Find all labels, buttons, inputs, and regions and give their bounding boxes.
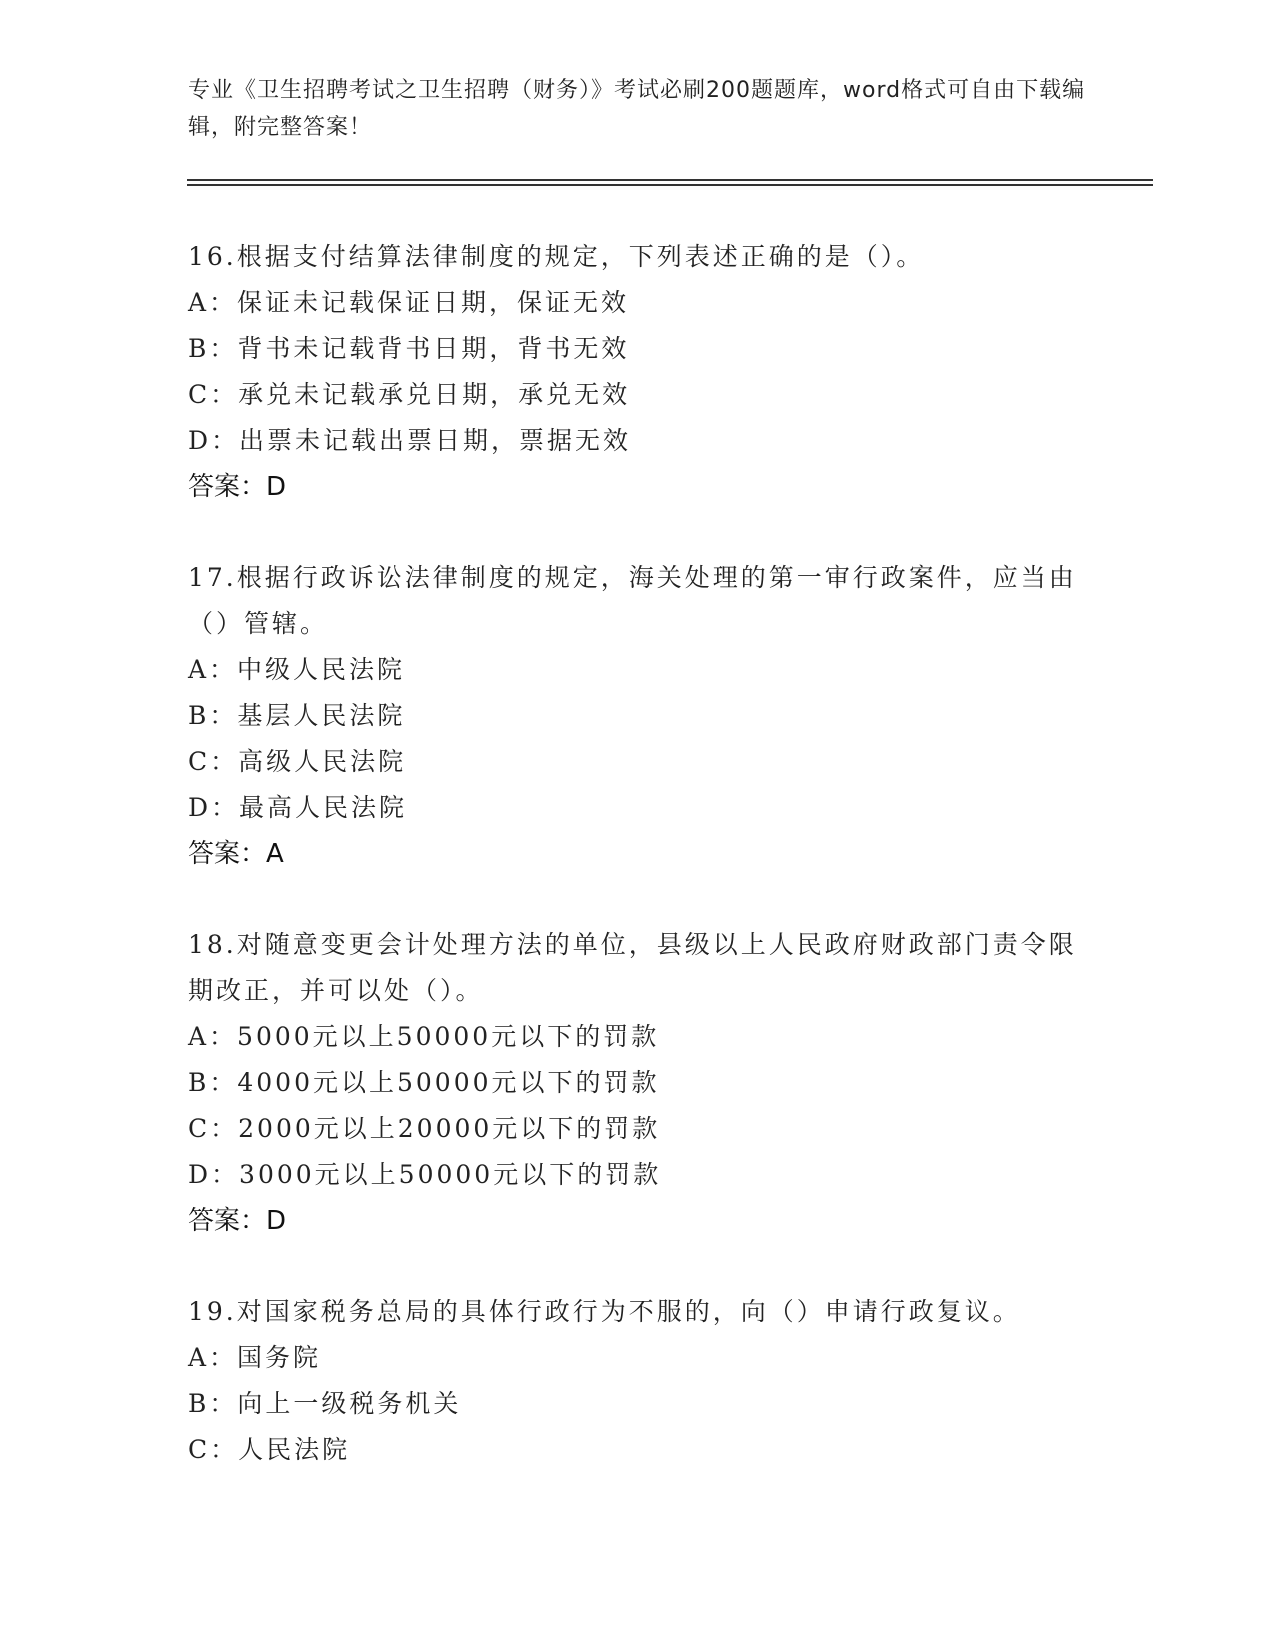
question-19: [188, 1289, 1088, 1473]
question-list: [188, 234, 1088, 1518]
option-c: C：人民法院: [188, 1435, 351, 1464]
question-17: [188, 555, 1088, 877]
option-c: C：承兑未记载承兑日期，承兑无效: [188, 380, 631, 409]
header-divider-bottom: [187, 184, 1153, 186]
answer: 答案：D: [188, 472, 287, 502]
option-b: B：向上一级税务机关: [188, 1389, 462, 1418]
option-d: D：最高人民法院: [188, 793, 408, 822]
question-text: 19.对国家税务总局的具体行政行为不服的，向（）申请行政复议。: [188, 1297, 1021, 1326]
option-a: A：国务院: [188, 1343, 322, 1372]
question-text: 16.根据支付结算法律制度的规定，下列表述正确的是（）。: [188, 242, 925, 271]
option-c: C：2000元以上20000元以下的罚款: [188, 1114, 661, 1143]
option-b: B：基层人民法院: [188, 701, 406, 730]
option-d: D：3000元以上50000元以下的罚款: [188, 1160, 662, 1189]
option-a: A：5000元以上50000元以下的罚款: [188, 1022, 660, 1051]
question-18: [188, 922, 1088, 1244]
document-header: 专业《卫生招聘考试之卫生招聘（财务）》考试必刷200题题库，word格式可自由下载编辑，附完整答案！: [188, 78, 1086, 140]
option-b: B：4000元以上50000元以下的罚款: [188, 1068, 660, 1097]
option-a: A：中级人民法院: [188, 655, 406, 684]
option-d: D：出票未记载出票日期，票据无效: [188, 426, 632, 455]
answer: 答案：A: [188, 839, 284, 869]
header-divider-top: [187, 179, 1153, 181]
option-a: A：保证未记载保证日期，保证无效: [188, 288, 630, 317]
option-b: B：背书未记载背书日期，背书无效: [188, 334, 630, 363]
answer: 答案：D: [188, 1206, 287, 1236]
option-c: C：高级人民法院: [188, 747, 407, 776]
question-text: 18.对随意变更会计处理方法的单位，县级以上人民政府财政部门责令限期改正，并可以处（）。: [188, 930, 1077, 1005]
question-16: [188, 234, 1088, 510]
question-text: 17.根据行政诉讼法律制度的规定，海关处理的第一审行政案件，应当由（）管辖。: [188, 563, 1077, 638]
